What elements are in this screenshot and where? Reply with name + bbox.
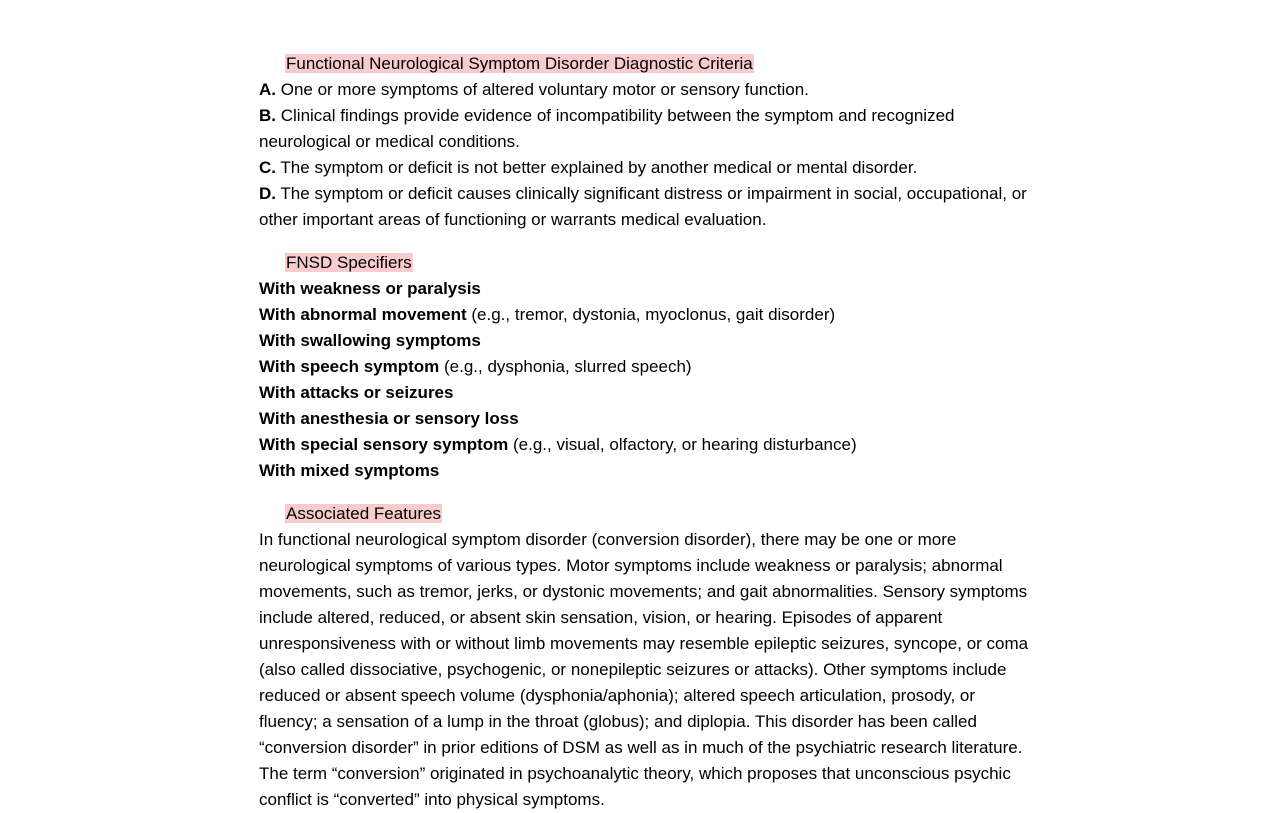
criterion-letter: D.	[259, 184, 276, 203]
specifier-item	[259, 380, 1029, 406]
criterion-text: One or more symptoms of altered voluntary motor or sensory function.	[280, 80, 809, 99]
specifier-item	[259, 328, 1029, 354]
specifier-item	[259, 276, 1029, 302]
document-page	[259, 51, 1029, 813]
specifier-item	[259, 432, 1029, 458]
criterion-c	[259, 155, 1029, 181]
associated-features-body: In functional neurological symptom disorder (conversion disorder), there may be one or more neurological symptoms of various types. Motor symptoms include weakness or paralysis; abnormal movements, such as tremor, jerks, or dystonic movements; and gait abnormalities. Sensory symptoms include altered, reduced, or absent skin sensation, vision, or hearing. Episodes of apparent unresponsiveness with or without limb movements may resemble epileptic seizures, syncope, or coma (also called dissociative, psychogenic, or nonepileptic seizures or attacks). Other symptoms include reduced or absent speech volume (dysphonia/aphonia); altered speech articulation, prosody, or fluency; a sensation of a lump in the throat (globus); and diplopia. This disorder has been called “conversion disorder” in prior editions of DSM as well as in much of the psychiatric research literature. The term “conversion” originated in psychoanalytic theory, which proposes that unconscious psychic conflict is “converted” into physical symptoms.	[259, 530, 1029, 809]
criteria-section	[259, 51, 1029, 233]
specifier-label: With speech symptom	[259, 357, 440, 376]
section-spacer	[259, 233, 1029, 250]
specifier-detail: (e.g., tremor, dystonia, myoclonus, gait disorder)	[466, 305, 836, 324]
criterion-d	[259, 181, 1029, 233]
specifier-label: With anesthesia or sensory loss	[259, 409, 519, 428]
specifiers-section	[259, 250, 1029, 484]
specifiers-heading: FNSD Specifiers	[286, 253, 412, 272]
specifier-label: With special sensory symptom	[259, 435, 509, 454]
specifier-detail: (e.g., dysphonia, slurred speech)	[439, 357, 692, 376]
specifier-label: With mixed symptoms	[259, 461, 440, 480]
associated-features-heading: Associated Features	[286, 504, 441, 523]
section-spacer	[259, 484, 1029, 501]
criterion-letter: A.	[259, 80, 276, 99]
criterion-text: The symptom or deficit is not better explained by another medical or mental disorder.	[280, 158, 918, 177]
specifier-detail: (e.g., visual, olfactory, or hearing disturbance)	[508, 435, 857, 454]
specifier-label: With attacks or seizures	[259, 383, 454, 402]
specifier-label: With weakness or paralysis	[259, 279, 481, 298]
specifier-item	[259, 354, 1029, 380]
criterion-b	[259, 103, 1029, 155]
criterion-letter: B.	[259, 106, 276, 125]
specifier-item	[259, 458, 1029, 484]
criteria-heading: Functional Neurological Symptom Disorder Diagnostic Criteria	[286, 54, 753, 73]
criterion-a	[259, 77, 1029, 103]
criterion-text: The symptom or deficit causes clinically significant distress or impairment in social, occupational, or other important areas of functioning or warrants medical evaluation.	[259, 184, 1027, 229]
specifier-item	[259, 406, 1029, 432]
specifier-label: With swallowing symptoms	[259, 331, 481, 350]
criterion-letter: C.	[259, 158, 276, 177]
specifier-label: With abnormal movement	[259, 305, 467, 324]
specifier-item	[259, 302, 1029, 328]
associated-features-section	[259, 501, 1029, 813]
criterion-text: Clinical findings provide evidence of incompatibility between the symptom and recognized neurological or medical conditions.	[259, 106, 955, 151]
